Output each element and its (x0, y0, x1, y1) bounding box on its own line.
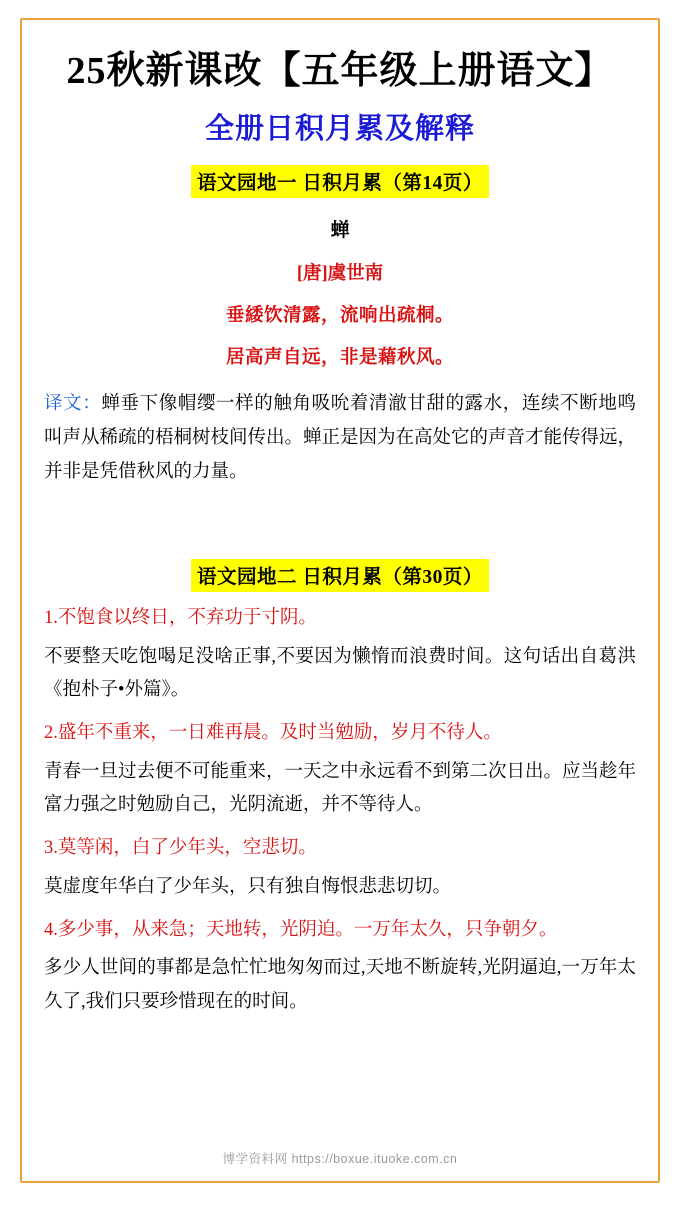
answer-item-1: 不要整天吃饱喝足没啥正事,不要因为懒惰而浪费时间。这句话出自葛洪《抱朴子•外篇》。 (44, 646, 636, 701)
poem-title: 蝉 (330, 219, 350, 241)
section-heading-1 (44, 165, 636, 198)
section-spacer (44, 489, 636, 541)
answer-item-4: 多少人世间的事都是急忙忙地匆匆而过,天地不断旋转,光阴逼迫,一万年太久了,我们只要珍惜现在的时间。 (44, 958, 636, 1012)
section-heading-2-text: 语文园地二 日积月累（第30页） (191, 559, 489, 592)
answer-item-3: 莫虚度年华白了少年头，只有独自悔恨悲悲切切。 (44, 876, 452, 897)
quote-item-4: 4.多少事，从来急；天地转，光阴迫。一万年太久，只争朝夕。 (44, 919, 558, 940)
page-subtitle: 全册日积月累及解释 (204, 112, 475, 145)
quote-item-3: 3.莫等闲，白了少年头，空悲切。 (44, 838, 317, 859)
poem-author: [唐]虞世南 (296, 263, 384, 284)
translation-text: 蝉垂下像帽缨一样的触角吸吮着清澈甘甜的露水，连续不断地鸣叫声从稀疏的梧桐树枝间传出。蝉正是因为在高处它的声音才能传得远，并非是凭借秋风的力量。 (44, 393, 637, 483)
poem-translation (44, 387, 636, 490)
quote-item-1: 1.不饱食以终日，不弃功于寸阴。 (44, 608, 317, 629)
translation-label: 译文： (44, 393, 102, 414)
content-frame (20, 18, 660, 1183)
poem-line-2: 居高声自远，非是藉秋风。 (225, 347, 454, 368)
quote-item-2: 2.盛年不重来，一日难再晨。及时当勉励，岁月不待人。 (44, 723, 502, 744)
page-title: 25秋新课改【五年级上册语文】 (66, 50, 614, 92)
poem-line-1: 垂緌饮清露，流响出疏桐。 (225, 305, 454, 326)
section-heading-1-text: 语文园地一 日积月累（第14页） (191, 165, 489, 198)
answer-item-2: 青春一旦过去便不可能重来，一天之中永远看不到第二次日出。应当趁年富力强之时勉励自己，光阴流逝，并不等待人。 (44, 761, 637, 815)
footer-watermark: 博学资料网 https://boxue.ituoke.com.cn (222, 1152, 458, 1166)
section-heading-2 (44, 559, 636, 592)
